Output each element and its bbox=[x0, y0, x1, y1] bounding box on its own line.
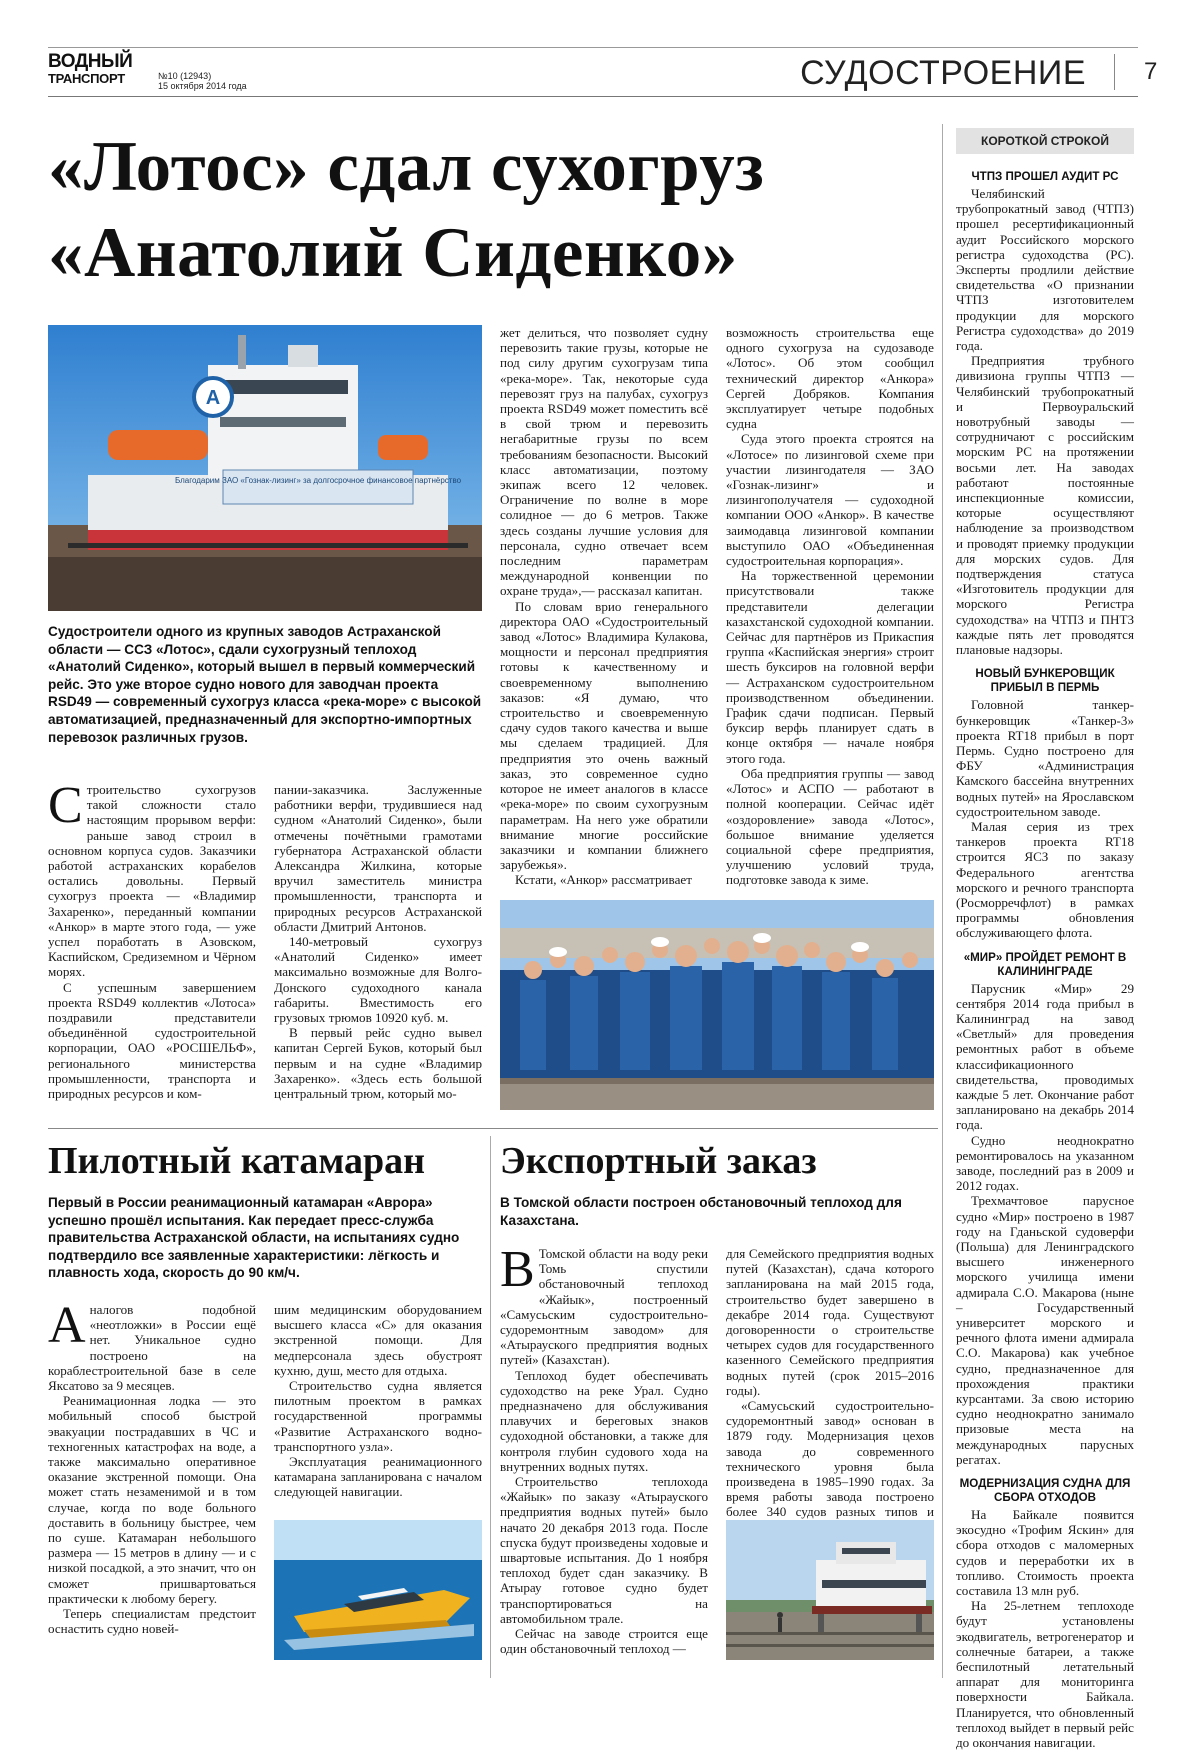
catamaran-col1 bbox=[48, 1297, 256, 1637]
paragraph: для Семейского предприятия водных путей (Казахстан), сдача которого запланирована на май 2015 года, строительство будет завершено в декабре 2014 года. Существуют договоренности о строительстве четырех судов для государственного казенного Семейского предприятия водных путей (срок 2015–2016 годы). bbox=[726, 1246, 934, 1398]
news-item bbox=[956, 667, 1134, 940]
issue-number: №10 (12943) bbox=[158, 71, 212, 81]
news-heading: НОВЫЙ БУНКЕРОВЩИК ПРИБЫЛ В ПЕРМЬ bbox=[975, 667, 1115, 695]
paragraph: Томской области на воду реки Томь спустили обстановочный теплоход «Жайык», построенный «Самусьским судостроительно-судоремонтным заводом» для «Атырауского предприятия водных путей» (Казахстан). bbox=[500, 1246, 708, 1368]
export-col1 bbox=[500, 1241, 708, 1657]
news-heading: «МИР» ПРОЙДЕТ РЕМОНТ В КАЛИНИНГРАДЕ bbox=[963, 950, 1127, 978]
paragraph: Оба предприятия группы — завод «Лотос» и АСПО — работают в полной кооперации. Сейчас идёт «оздоровление» завода «Лотос», большое внимание уделяется социальной сфере предприятия, улучшению условий труда, подготовке завода к зиме. bbox=[726, 765, 934, 888]
catamaran-headline: Пилотный катамаран bbox=[48, 1140, 426, 1182]
paragraph: Строительство теплохода «Жайык» по заказу «Атырауского предприятия водных путей» было начато 20 декабря 2013 года. После спуска будут произведены ходовые и швартовые испытания. До 1 ноября теплоход будет сдан заказчику. В Атырау готовое судно будет транспортироваться на автомобильном трале. bbox=[500, 1474, 708, 1626]
export-col2 bbox=[726, 1246, 934, 1535]
dropcap: С bbox=[48, 777, 83, 834]
catamaran-lead: Первый в России реанимационный катамаран «Аврора» успешно прошёл испытания. Как передает пресс-служба правительства Астраханской области, на испытаниях судно подтвердило все заявленные характеристики: лёгкость и плавность хода, скорость до 90 км/ч. bbox=[48, 1195, 460, 1281]
paragraph: Сейчас на заводе строится еще один обстановочный теплоход — bbox=[500, 1626, 708, 1657]
main-col2 bbox=[274, 782, 482, 1101]
catamaran-col2 bbox=[274, 1302, 482, 1500]
paragraph: Челябинский трубопрокатный завод (ЧТПЗ) прошел ресертификационный аудит Российского морского регистра судоходства (РС). Эксперты продлили действие свидетельства «О признании ЧТПЗ изготовителем продукции для морского Регистра судоходства» до 2019 года. bbox=[956, 186, 1134, 354]
ship-photo bbox=[48, 325, 482, 611]
paragraph: На торжественной церемонии присутствовали также представители делегации казахстанской судоходной компании. Сейчас для партнёров из Прикаспия группа «Каспийская энергия» строит шесть буксиров на головной верфи — Астраханском судостроительном производственном объединении. График сдачи подписан. Первый буксир верфь планирует сдать в конце октября — начале ноября этого года. bbox=[726, 568, 934, 766]
paragraph: В первый рейс судно вывел капитан Сергей Буков, который был первым и на судне «Владимир Захаренко». «Здесь есть большой центральный трюм, который мо- bbox=[274, 1025, 482, 1102]
paragraph: Судно неоднократно ремонтировалось на указанном заводе, последний раз в 2009 и 2012 годах. bbox=[956, 1132, 1134, 1194]
dropcap: А bbox=[48, 1297, 86, 1354]
paragraph: троительство сухогрузов такой сложности стало настоящим прорывом верфи: раньше завод строил в основном корпуса судов. Заказчики работой астраханских корабелов остались довольны. Первый сухогруз проекта — «Владимир Захаренко», переданный компании «Анкор» в марте этого года, — уже успел поработать в Азовском, Каспийском, Средиземном и Чёрном морях. bbox=[48, 782, 256, 980]
paragraph: Реанимационная лодка — это мобильный способ быстрой эвакуации пострадавших в ЧС и техногенных катастрофах на воде, а также максимально оперативное оказание экстренной помощи. Она может стать незаменимой и в том случае, когда по воде больного доставить в больницу быстрее, чем по суше. Катамаран небольшого размера — 15 метров в длину — и с низкой посадкой, а это значит, что он сможет пришвартоваться практически к любому берегу. bbox=[48, 1393, 256, 1606]
paragraph: Кстати, «Анкор» рассматривает bbox=[515, 872, 692, 888]
issue-info bbox=[158, 71, 247, 91]
export-lead: В Томской области построен обстановочный теплоход для Казахстана. bbox=[500, 1195, 902, 1228]
paragraph: Теперь специалистам предстоит оснастить судно новей- bbox=[48, 1606, 256, 1637]
paragraph: шим медицинским оборудованием высшего класса «С» для оказания экстренной помощи. Для медперсонала здесь обустроят кухню, душ, место для отдыха. bbox=[274, 1302, 482, 1378]
paragraph: С успешным завершением проекта RSD49 коллектив «Лотоса» поздравили представители объединённой судостроительной корпорации, ОАО «РОСШЕЛЬФ», регионального министерства промышленности, транспорта и природных ресурсов и ком- bbox=[48, 979, 256, 1102]
photo-banner-text: Благодарим ЗАО «Гознак-лизинг» за долгосрочное финансовое партнёрство bbox=[174, 476, 462, 485]
paragraph: Малая серия из трех танкеров проекта RT18 строится ЯСЗ по заказу Федерального агентства морского и речного транспорта (Росморречфлот) в рамках программы обновления обслуживающего флота. bbox=[956, 818, 1134, 941]
sidebar-title: КОРОТКОЙ СТРОКОЙ bbox=[956, 128, 1134, 154]
crowd-photo bbox=[500, 900, 934, 1110]
sidebar bbox=[956, 170, 1134, 1750]
newspaper-logo: ВОДНЫЙ ТРАНСПОРТ bbox=[48, 51, 133, 86]
paragraph: жет делиться, что позволяет судну перевозить такие грузы, которые не под силу другим сухогрузам типа «река-море». Так, некоторые суда перевозят груз на палубах, сухогруз проекта RSD49 может поместить всё в свой трюм и перевозить негабаритные грузы по всем требованиям безопасности. Высокий класс автоматизации, поэтому экипаж всего 12 человек. Ограничение по волне в море солидное — до 6 метров. Также здесь созданы лучшие условия для персонала, судно отвечает всем последним параметрам международной конвенции по охране труда»,— рассказал капитан. bbox=[500, 325, 708, 599]
paragraph: налогов подобной «неотложки» в России ещё нет. Уникальное судно построено на кораблестроительной базе в селе Яксатово за 9 месяцев. bbox=[48, 1302, 256, 1394]
paragraph: Строительство судна является пилотным проектом в рамках государственной программы «Развитие Астраханского водно-транспортного узла». bbox=[274, 1378, 482, 1454]
news-heading: ЧТПЗ ПРОШЕЛ АУДИТ РС bbox=[971, 170, 1119, 183]
news-item bbox=[956, 951, 1134, 1468]
paragraph: «Самусьский судостроительно-судоремонтный завод» основан в 1879 году. Модернизация цехов завода до современного технического уровня была произведена в 1985–1990 годах. За время работы завода построено более 340 судов разных типов и bbox=[726, 1398, 934, 1520]
paragraph: На 25-летнем теплоходе будут установлены экодвигатель, ветрогенератор и солнечные батареи, а также беспилотный летательный аппарат для мониторинга поверхности Байкала. Планируется, что обновленный теплоход выйдет в первый рейс до окончания навигации. bbox=[956, 1598, 1134, 1750]
main-col1 bbox=[48, 777, 256, 1102]
main-lead: Судостроители одного из крупных заводов Астраханской области — ССЗ «Лотос», сдали сухогрузный теплоход «Анатолий Сиденко», который вышел в первый коммерческий рейс. Это уже второе судно нового для заводчан проекта RSD49 — современный сухогруз класса «река-море» с высокой автоматизацией, предназначенный для экспортно-импортных перевозок различных грузов. bbox=[48, 624, 482, 745]
paragraph: Теплоход будет обеспечивать судоходство на реке Урал. Судно предназначено для обслуживания плавучих и береговых знаков судоходной обстановки, а также для контроля глубин судового хода на внутренних водных путях. bbox=[500, 1367, 708, 1474]
paragraph: Предприятия трубного дивизиона группы ЧТПЗ — Челябинский трубопрокатный и Первоуральский новотрубный заводы — сотрудничают с российским морским РС на протяжении восьми лет. На заводах работают постоянные инспекционные комиссии, которые осуществляют наблюдение за производством и проводят приемку продукции для морских судов. Для подтверждения статуса «Изготовитель продукции для морского Регистра судоходства» на ЧТПЗ и ПНТЗ каждые пять лет проводятся плановые надзоры. bbox=[956, 353, 1134, 658]
paragraph: Парусник «Мир» 29 сентября 2014 года прибыл в Калининград на завод «Светлый» для проведения ремонтных работ в объеме классификационного свидетельства, проводимых каждые 5 лет. Окончание работ запланировано на декабрь 2014 года. bbox=[956, 980, 1134, 1133]
paragraph: пании-заказчика. Заслуженные работники верфи, трудившиеся над судном «Анатолий Сиденко», были отмечены почётными грамотами губернатора Астраханской области Александра Жилкина, которые вручил заместитель министра промышленности, транспорта и природных ресурсов Астраханской области Дмитрий Антонов. bbox=[274, 782, 482, 934]
paragraph: возможность строительства еще одного сухогруза на судозаводе «Лотос». Об этом сообщил технический директор «Анкора» Сергей Добряков. Компания эксплуатирует четыре подобных судна bbox=[726, 325, 934, 432]
paragraph: На Байкале появится экосудно «Трофим Яскин» для сбора отходов с маломерных судов и переработки их в топливо. Стоимость проекта составила 13 млн руб. bbox=[956, 1507, 1134, 1599]
news-heading: МОДЕРНИЗАЦИЯ СУДНА ДЛЯ СБОРА ОТХОДОВ bbox=[959, 1477, 1131, 1505]
slipway-photo bbox=[726, 1520, 934, 1660]
export-headline: Экспортный заказ bbox=[500, 1140, 817, 1182]
paragraph: По словам врио генерального директора ОАО «Судостроительный завод «Лотос» Владимира Кулакова, мощности и персонал предприятия готовы к качественному и своевременному выполнению заказов: «Я думаю, что строительство и своевременную сдачу судов такого качества и выше мы сделаем традицией. Для предприятия это очень важный заказ, это современное судно которое не имеет аналогов в классе «река-море» по своим сухогрузным параметрам. На него уже обратили внимание многие российские заказчики и компании ближнего зарубежья». bbox=[500, 598, 708, 873]
main-headline: «Лотос» сдал сухогруз «Анатолий Сиденко» bbox=[48, 128, 765, 292]
catamaran-photo bbox=[274, 1520, 482, 1660]
page-number: 7 bbox=[1144, 58, 1158, 85]
main-col3 bbox=[500, 325, 708, 888]
main-col4 bbox=[726, 325, 934, 888]
svg-text:А: А bbox=[205, 387, 221, 409]
paragraph: Головной танкер-бункеровщик «Танкер-3» проекта RT18 прибыл в порт Пермь. Судно построено для ФБУ «Администрация Камского бассейна внутренних водных путей» на Ярославском судостроительном заводе. bbox=[956, 697, 1134, 819]
section-title: СУДОСТРОЕНИЕ bbox=[800, 54, 1086, 92]
paragraph: Трехмачтовое парусное судно «Мир» построено в 1987 году на Гданьской судоверфи (Польша) для Ленинградского высшего инженерного морского училища имени адмирала С.О. Макарова (ныне – Государственный университет морского и речного флота имени адмирала С.О. Макарова) как учебное судно, предназначенное для прохождения практики курсантами. За свою историю судно неоднократно занимало призовые места на международных парусных регатах. bbox=[956, 1193, 1134, 1467]
news-item bbox=[956, 1477, 1134, 1750]
issue-date: 15 октября 2014 года bbox=[158, 81, 247, 91]
paragraph: Суда этого проекта строятся на «Лотосе» по лизинговой схеме при участии лизингодателя — ЗАО «Гознак-лизинг» и лизингополучателя — судоходной компании ООО «Анкор». В качестве заимодавца лизинговой компании выступило ОАО «Объединенная судостроительная корпорация». bbox=[726, 431, 934, 569]
dropcap: В bbox=[500, 1241, 535, 1298]
paragraph: 140-метровый сухогруз «Анатолий Сиденко» имеет максимально возможные для Волго-Донского судоходного канала габариты. Вместимость его грузовых трюмов 10920 куб. м. bbox=[274, 934, 482, 1026]
paragraph: Эксплуатация реанимационного катамарана запланирована с началом следующей навигации. bbox=[274, 1454, 482, 1500]
news-item bbox=[956, 170, 1134, 657]
